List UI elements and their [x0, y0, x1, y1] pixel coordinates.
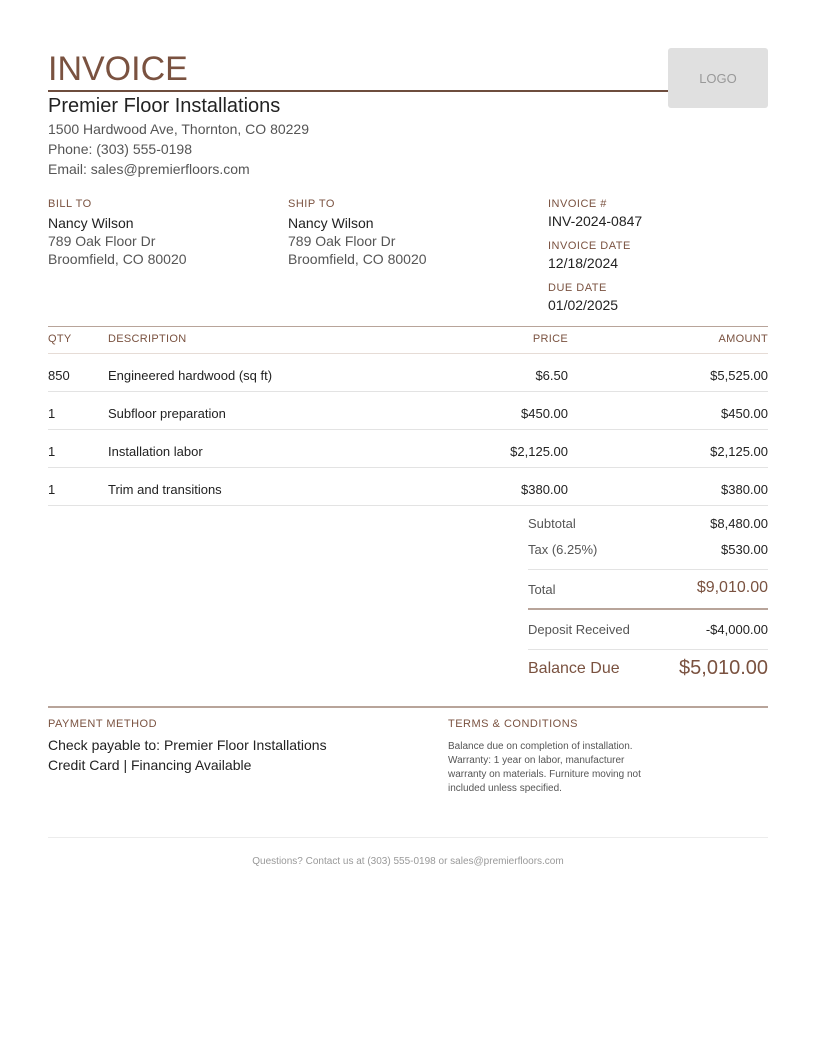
- row-price: $380.00: [521, 482, 568, 497]
- row-amount: $450.00: [721, 406, 768, 421]
- invoice-date-label: INVOICE DATE: [548, 240, 631, 252]
- table-header-rule: [48, 353, 768, 354]
- totals-divider: [528, 569, 768, 570]
- row-description: Engineered hardwood (sq ft): [108, 368, 273, 383]
- row-description: Subfloor preparation: [108, 406, 226, 421]
- company-address: 1500 Hardwood Ave, Thornton, CO 80229: [48, 121, 309, 137]
- col-header-price: PRICE: [532, 333, 568, 345]
- company-email: Email: sales@premierfloors.com: [48, 161, 250, 177]
- ship-to-street: 789 Oak Floor Dr: [288, 233, 396, 249]
- balance-due-label: Balance Due: [528, 660, 620, 677]
- ship-to-label: SHIP TO: [288, 198, 335, 210]
- section-divider: [48, 706, 768, 708]
- row-divider: [48, 467, 768, 468]
- logo-placeholder: LOGO: [668, 48, 768, 108]
- row-amount: $2,125.00: [710, 444, 768, 459]
- col-header-qty: QTY: [48, 333, 72, 345]
- col-header-description: DESCRIPTION: [108, 333, 187, 345]
- row-amount: $380.00: [721, 482, 768, 497]
- row-price: $2,125.00: [510, 444, 568, 459]
- row-amount: $5,525.00: [710, 368, 768, 383]
- deposit-label: Deposit Received: [528, 622, 630, 637]
- footer-contact: Questions? Contact us at (303) 555-0198 or sales@premierfloors.com: [252, 856, 564, 867]
- ship-to-name: Nancy Wilson: [288, 215, 374, 231]
- footer-divider: [48, 837, 768, 838]
- row-description: Installation labor: [108, 444, 203, 459]
- total-value: $9,010.00: [696, 579, 768, 596]
- row-qty: 1: [48, 482, 56, 497]
- row-price: $6.50: [535, 368, 568, 383]
- tax-value: $530.00: [721, 542, 768, 557]
- payment-line-1: Check payable to: Premier Floor Installations: [48, 737, 327, 753]
- row-qty: 850: [48, 368, 70, 383]
- terms-text: Balance due on completion of installation. Warranty: 1 year on labor, manufacturer warranty on materials. Furniture moving not included unless specified.: [448, 741, 641, 794]
- row-divider: [48, 391, 768, 392]
- due-date-label: DUE DATE: [548, 282, 607, 294]
- row-divider: [48, 505, 768, 506]
- bill-to-name: Nancy Wilson: [48, 215, 134, 231]
- deposit-value: -$4,000.00: [705, 622, 768, 637]
- bill-to-label: BILL TO: [48, 198, 92, 210]
- terms-label: TERMS & CONDITIONS: [448, 718, 579, 730]
- deposit-divider: [528, 649, 768, 650]
- invoice-number: INV-2024-0847: [548, 213, 643, 229]
- subtotal-value: $8,480.00: [710, 516, 768, 531]
- row-qty: 1: [48, 406, 56, 421]
- company-phone: Phone: (303) 555-0198: [48, 141, 192, 157]
- total-label: Total: [528, 582, 556, 597]
- subtotal-label: Subtotal: [528, 516, 576, 531]
- col-header-amount: AMOUNT: [718, 333, 768, 345]
- invoice-page: [48, 0, 768, 1056]
- invoice-number-label: INVOICE #: [548, 198, 607, 210]
- payment-method-label: PAYMENT METHOD: [48, 718, 158, 730]
- tax-label: Tax (6.25%): [528, 542, 598, 557]
- row-divider: [48, 429, 768, 430]
- row-price: $450.00: [521, 406, 568, 421]
- title-divider: [48, 90, 668, 92]
- invoice-title: INVOICE: [48, 50, 188, 88]
- total-rule: [528, 608, 768, 610]
- bill-to-city: Broomfield, CO 80020: [48, 251, 187, 267]
- bill-to-street: 789 Oak Floor Dr: [48, 233, 156, 249]
- row-qty: 1: [48, 444, 56, 459]
- balance-due-value: $5,010.00: [679, 657, 768, 679]
- ship-to-city: Broomfield, CO 80020: [288, 251, 427, 267]
- due-date: 01/02/2025: [548, 297, 619, 313]
- company-name: Premier Floor Installations: [48, 95, 281, 117]
- row-description: Trim and transitions: [108, 482, 222, 497]
- payment-line-2: Credit Card | Financing Available: [48, 757, 252, 773]
- invoice-date: 12/18/2024: [548, 255, 619, 271]
- table-top-rule: [48, 326, 768, 327]
